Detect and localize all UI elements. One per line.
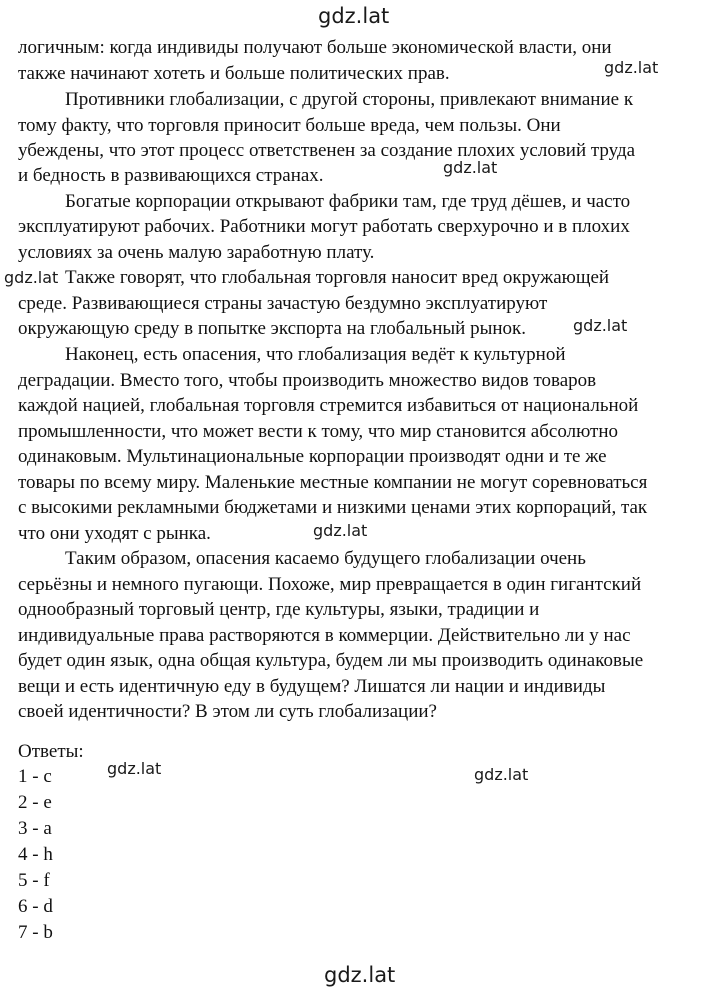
text-line: своей идентичности? В этом ли суть глобализации? <box>18 701 437 722</box>
text-line: условиях за очень малую заработную плату. <box>18 242 375 263</box>
text-line: вещи и есть идентичную еду в будущем? Лишатся ли нации и индивиды <box>18 676 606 697</box>
text-line: тому факту, что торговля приносит больше вреда, чем пользы. Они <box>18 115 561 136</box>
text-line: также начинают хотеть и больше политических прав. <box>18 63 450 84</box>
paragraph-start: Противники глобализации, с другой стороны, привлекают внимание к <box>65 89 634 110</box>
watermark: gdz.lat <box>107 759 162 778</box>
answer-item: 7 - b <box>18 922 53 943</box>
text-line: будет один язык, одна общая культура, будем ли мы производить одинаковые <box>18 650 644 671</box>
text-line: среде. Развивающиеся страны зачастую бездумно эксплуатируют <box>18 293 548 314</box>
watermark: gdz.lat <box>474 765 529 784</box>
answer-item: 6 - d <box>18 896 53 917</box>
answer-item: 3 - a <box>18 818 52 839</box>
text-line: и бедность в развивающихся странах. <box>18 165 324 186</box>
answers-heading: Ответы: <box>18 741 84 762</box>
watermark: gdz.lat <box>604 58 659 77</box>
text-line: промышленности, что может вести к тому, что мир становится абсолютно <box>18 421 618 442</box>
answer-item: 1 - c <box>18 766 52 787</box>
answer-item: 2 - e <box>18 792 52 813</box>
watermark-top: gdz.lat <box>318 4 390 28</box>
text-line: с высокими рекламными бюджетами и низкими ценами этих корпораций, так <box>18 497 648 518</box>
text-line: каждой нацией, глобальная торговля стремится избавиться от национальной <box>18 395 639 416</box>
watermark-bottom: gdz.lat <box>324 963 396 987</box>
text-line: однообразный торговый центр, где культуры, языки, традиции и <box>18 599 540 620</box>
text-line: одинаковым. Мультинациональные корпорации производят одни и те же <box>18 446 607 467</box>
text-line: убеждены, что этот процесс ответственен за создание плохих условий труда <box>18 140 636 161</box>
text-line: эксплуатируют рабочих. Работники могут работать сверхурочно и в плохих <box>18 216 630 237</box>
text-line: что они уходят с рынка. <box>18 523 211 544</box>
text-line: деградации. Вместо того, чтобы производить множество видов товаров <box>18 370 597 391</box>
text-line: окружающую среду в попытке экспорта на глобальный рынок. <box>18 318 526 339</box>
text-line: серьёзны и немного пугающи. Похоже, мир превращается в один гигантский <box>18 574 642 595</box>
paragraph-start: Также говорят, что глобальная торговля наносит вред окружающей <box>65 267 610 288</box>
watermark: gdz.lat <box>4 268 59 287</box>
watermark: gdz.lat <box>443 158 498 177</box>
watermark: gdz.lat <box>313 521 368 540</box>
answer-item: 4 - h <box>18 844 53 865</box>
text-line: товары по всему миру. Маленькие местные компании не могут соревноваться <box>18 472 648 493</box>
answer-item: 5 - f <box>18 870 50 891</box>
text-line: индивидуальные права растворяются в коммерции. Действительно ли у нас <box>18 625 631 646</box>
watermark: gdz.lat <box>573 316 628 335</box>
paragraph-start: Богатые корпорации открывают фабрики там, где труд дёшев, и часто <box>65 191 631 212</box>
paragraph-start: Таким образом, опасения касаемо будущего глобализации очень <box>65 548 586 569</box>
paragraph-start: Наконец, есть опасения, что глобализация ведёт к культурной <box>65 344 566 365</box>
text-line: логичным: когда индивиды получают больше экономической власти, они <box>18 37 612 58</box>
